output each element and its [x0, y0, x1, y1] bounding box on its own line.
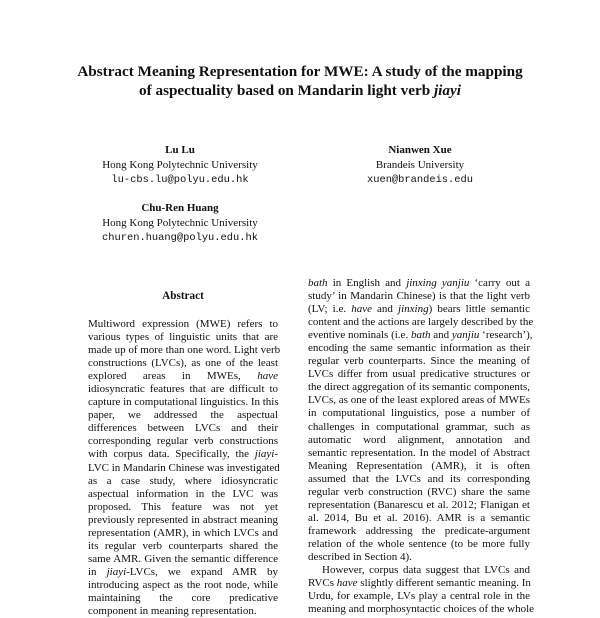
text-line: RVCs have slightly different semantic meaning. In [308, 577, 531, 590]
text-line: al. 2014, Bu et al. 2016). AMR is a semantic [308, 511, 530, 524]
text-line: differences between LVCs and their [88, 422, 278, 435]
author-affiliation: Brandeis University [375, 159, 465, 171]
text-line: regular verb construction (RVC) share the same [308, 485, 530, 498]
text-line: made up of more than one word. Light verb [88, 344, 281, 357]
author-block [300, 143, 540, 188]
text-line: paper, we addressed the aspectual [88, 409, 278, 422]
text-line: with corpus data. Specifically, the jiayi- [88, 448, 278, 461]
text-line: various types of linguistic units that are [88, 331, 278, 344]
author-block [60, 201, 300, 246]
author-name: Lu Lu [165, 144, 195, 156]
text-line: the direct aggregation of its semantic components, [308, 381, 530, 394]
text-line: regular verb counterparts. Since the meaning of [308, 355, 530, 368]
text-line: proposed. This feature was not yet [88, 500, 278, 513]
text-line: eventive nominals (i.e. bath and yanjiu ‘research’), [308, 329, 533, 342]
text-line: representation (Banarescu et al. 2012; Flanigan et [308, 498, 530, 511]
text-line: as a case study, where idiosyncratic [88, 474, 278, 487]
title-italic-word: jiayi [433, 82, 461, 99]
text-line: corresponding regular verb constructions [88, 435, 278, 448]
text-line: capture in computational linguistics. In this [88, 396, 279, 409]
text-line: maintaining the core predicative [88, 591, 278, 604]
author-name: Chu-Ren Huang [141, 202, 219, 214]
text-line: LVC in Mandarin Chinese was investigated [88, 461, 280, 474]
text-line: meaning and morphosyntactic choices of the whole [308, 603, 535, 616]
author-block [60, 143, 300, 188]
text-line: relation of the whole sentence (to be more fully [308, 537, 530, 550]
author-email: lu-cbs.lu@polyu.edu.hk [111, 174, 249, 186]
text-line: same AMR. Given the semantic difference [88, 552, 278, 565]
text-line: bath in English and jinxing yanjiu ‘carry out a [308, 277, 530, 289]
text-line: encoding the same semantic information as their [308, 342, 530, 355]
author-email: churen.huang@polyu.edu.hk [102, 232, 258, 244]
text-line: component in meaning representation. [88, 605, 257, 618]
abstract-text [88, 318, 281, 618]
text-line: study’ in Mandarin Chinese) is that the light verb [308, 290, 530, 303]
paper-title [60, 62, 540, 100]
text-line: idiosyncratic features that are difficult to [88, 383, 278, 396]
body-text-column [308, 277, 535, 616]
text-line: Multiword expression (MWE) refers to [88, 318, 278, 330]
text-line: (LV; i.e. have and jinxing) bears little semantic [308, 303, 530, 316]
author-email: xuen@brandeis.edu [366, 174, 473, 186]
text-line: However, corpus data suggest that LVCs and [322, 564, 530, 577]
text-line: framework addressing the predicate-argument [308, 524, 530, 537]
text-line: semantic representation. In the model of Abstract [308, 446, 530, 459]
author-affiliation: Hong Kong Polytechnic University [102, 159, 258, 171]
author-affiliation: Hong Kong Polytechnic University [102, 217, 258, 229]
text-line: aspectual information in the LVC was [88, 487, 278, 500]
text-line: explored areas in MWEs, have [88, 370, 278, 383]
text-line: LVCs differ from usual predicative structures or [308, 368, 530, 381]
text-line: previously represented in abstract meaning [88, 513, 278, 526]
text-line: in jiayi-LVCs, we expand AMR by [88, 565, 278, 578]
text-line: content and the actions are largely described by the [308, 316, 534, 329]
text-line: Urdu, for example, LVs play a central role in the [308, 590, 530, 603]
title-line-1: Abstract Meaning Representation for MWE: A study of the mapping [77, 63, 523, 80]
title-line-2 [60, 81, 540, 100]
text-line: representation (AMR), in which LVCs and [88, 526, 278, 539]
abstract-heading: Abstract [162, 290, 204, 302]
text-line: described in Section 4). [308, 550, 412, 563]
text-line: challenges in computational grammar, such as [308, 420, 530, 433]
text-line: automatic word alignment, annotation and [308, 433, 530, 446]
text-line: introducing aspect as the root node, while [88, 578, 278, 591]
title-line-2-text: of aspectuality based on Mandarin light verb [139, 82, 434, 99]
text-line: Meaning Representation (AMR), it is often [308, 459, 530, 472]
text-line: constructions (LVCs), as one of the least [88, 357, 278, 370]
text-line: assumed that the LVCs and its corresponding [308, 472, 530, 485]
text-line: its regular verb counterparts shared the [88, 539, 278, 552]
author-name: Nianwen Xue [388, 144, 452, 156]
text-line: LVCs, as one of the least explored areas of MWEs [308, 394, 530, 407]
text-line: in computational linguistics, pose a number of [308, 407, 530, 420]
